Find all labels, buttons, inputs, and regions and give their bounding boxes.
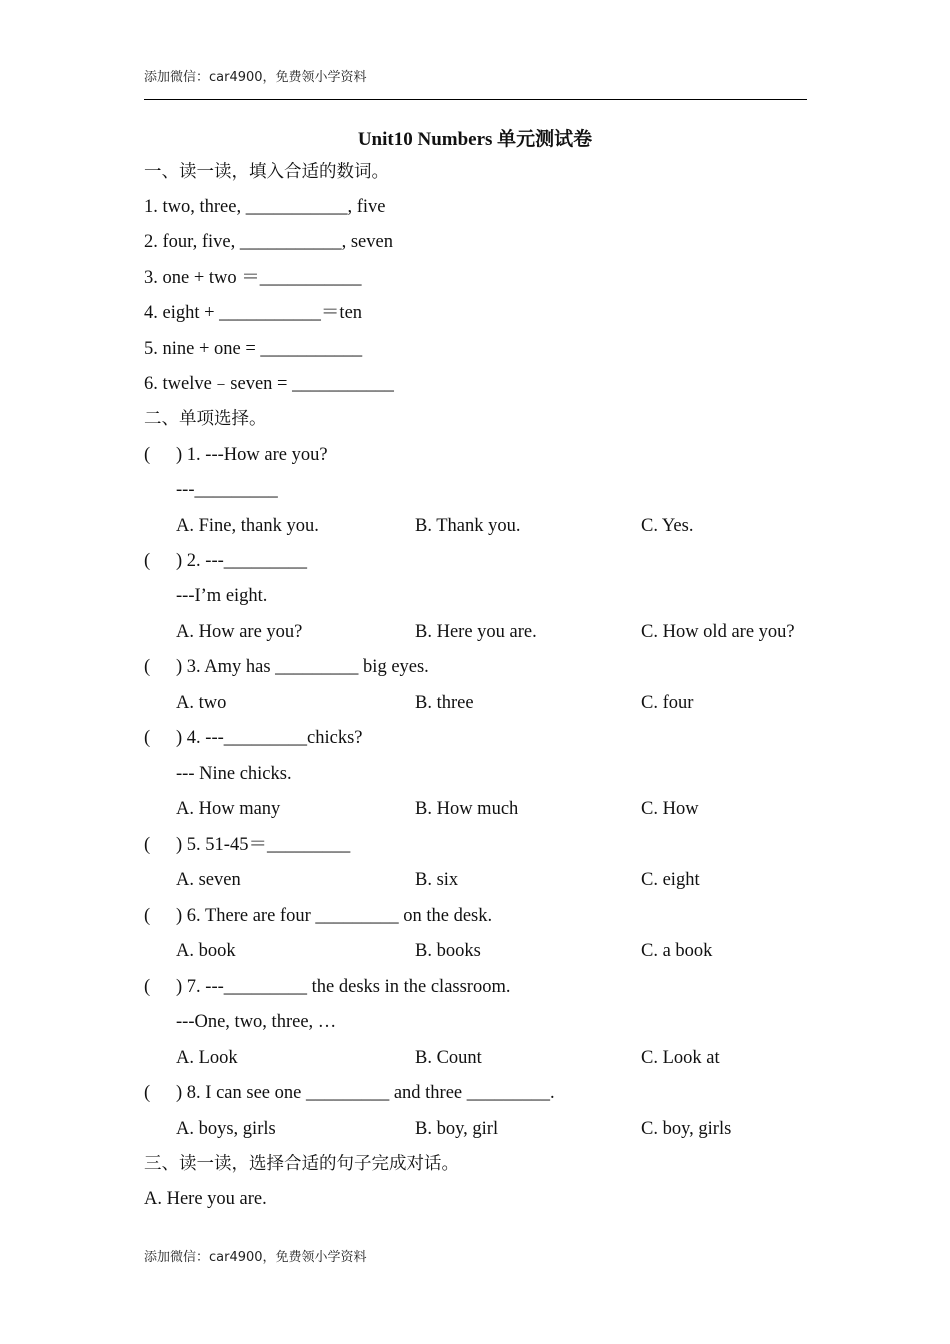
question-4-option-b: B. How much [415,799,519,819]
fill-item-5: 5. nine + one = ___________ [144,339,363,359]
fill-item-3: 3. one + two ＝___________ [144,268,362,288]
question-3-option-c: C. four [641,693,694,713]
question-5-option-c: C. eight [641,870,700,890]
question-stem: ) 8. I can see one _________ and three _________. [176,1083,555,1103]
question-5 [144,833,350,857]
question-1-option-a: A. Fine, thank you. [176,516,319,536]
question-4-option-c: C. How [641,799,699,819]
question-2-option-c: C. How old are you? [641,622,795,642]
page-title: Unit10 Numbers 单元测试卷 [357,129,593,150]
question-stem: ) 5. 51-45＝_________ [176,835,351,855]
question-7-option-b: B. Count [415,1048,482,1068]
question-5-option-b: B. six [415,870,459,890]
question-7-reply: ---One, two, three, … [176,1012,337,1032]
answer-paren: ( [144,977,151,997]
question-8-option-c: C. boy, girls [641,1119,732,1139]
fill-item-1: 1. two, three, ___________, five [144,197,386,217]
fill-item-4: 4. eight + ___________＝ten [144,303,363,323]
fill-item-2: 2. four, five, ___________, seven [144,232,393,252]
fill-item-6: 6. twelve﹣seven = ___________ [144,374,394,394]
answer-paren: ( [144,551,151,571]
question-1-option-c: C. Yes. [641,516,694,536]
question-1-option-b: B. Thank you. [415,516,521,536]
question-3 [144,655,429,679]
question-stem: ) 6. There are four _________ on the desk. [176,906,493,926]
question-4-reply: --- Nine chicks. [176,764,292,784]
header-note: 添加微信：car4900，免费领小学资料 [144,70,367,85]
question-stem: ) 4. ---_________chicks? [176,728,363,748]
answer-paren: ( [144,835,151,855]
section3-option-a: A. Here you are. [144,1189,267,1209]
question-5-option-a: A. seven [176,870,241,890]
section3-heading: 三、读一读，选择合适的句子完成对话。 [144,1154,459,1174]
question-1 [144,443,328,467]
question-2-option-a: A. How are you? [176,622,303,642]
question-stem: ) 3. Amy has _________ big eyes. [176,657,429,677]
question-7-option-c: C. Look at [641,1048,720,1068]
question-3-option-b: B. three [415,693,474,713]
answer-paren: ( [144,445,151,465]
question-8-option-a: A. boys, girls [176,1119,276,1139]
answer-paren: ( [144,657,151,677]
question-6-option-b: B. books [415,941,481,961]
question-8-option-b: B. boy, girl [415,1119,499,1139]
question-4-option-a: A. How many [176,799,281,819]
question-stem: ) 1. ---How are you? [176,445,328,465]
question-2-reply: ---I’m eight. [176,586,268,606]
question-4 [144,726,363,750]
question-6 [144,904,492,928]
question-6-option-a: A. book [176,941,236,961]
question-2 [144,549,307,573]
question-8 [144,1081,555,1105]
answer-paren: ( [144,1083,151,1103]
question-6-option-c: C. a book [641,941,713,961]
section1-heading: 一、读一读，填入合适的数词。 [144,162,389,182]
question-7-option-a: A. Look [176,1048,238,1068]
question-3-option-a: A. two [176,693,227,713]
question-stem: ) 7. ---_________ the desks in the classroom. [176,977,511,997]
question-7 [144,975,510,999]
footer-note: 添加微信：car4900，免费领小学资料 [144,1250,367,1265]
answer-paren: ( [144,728,151,748]
question-stem: ) 2. ---_________ [176,551,308,571]
header-divider [144,99,807,100]
section2-heading: 二、单项选择。 [144,409,267,429]
answer-paren: ( [144,906,151,926]
question-2-option-b: B. Here you are. [415,622,537,642]
question-1-reply: ---_________ [176,480,278,500]
